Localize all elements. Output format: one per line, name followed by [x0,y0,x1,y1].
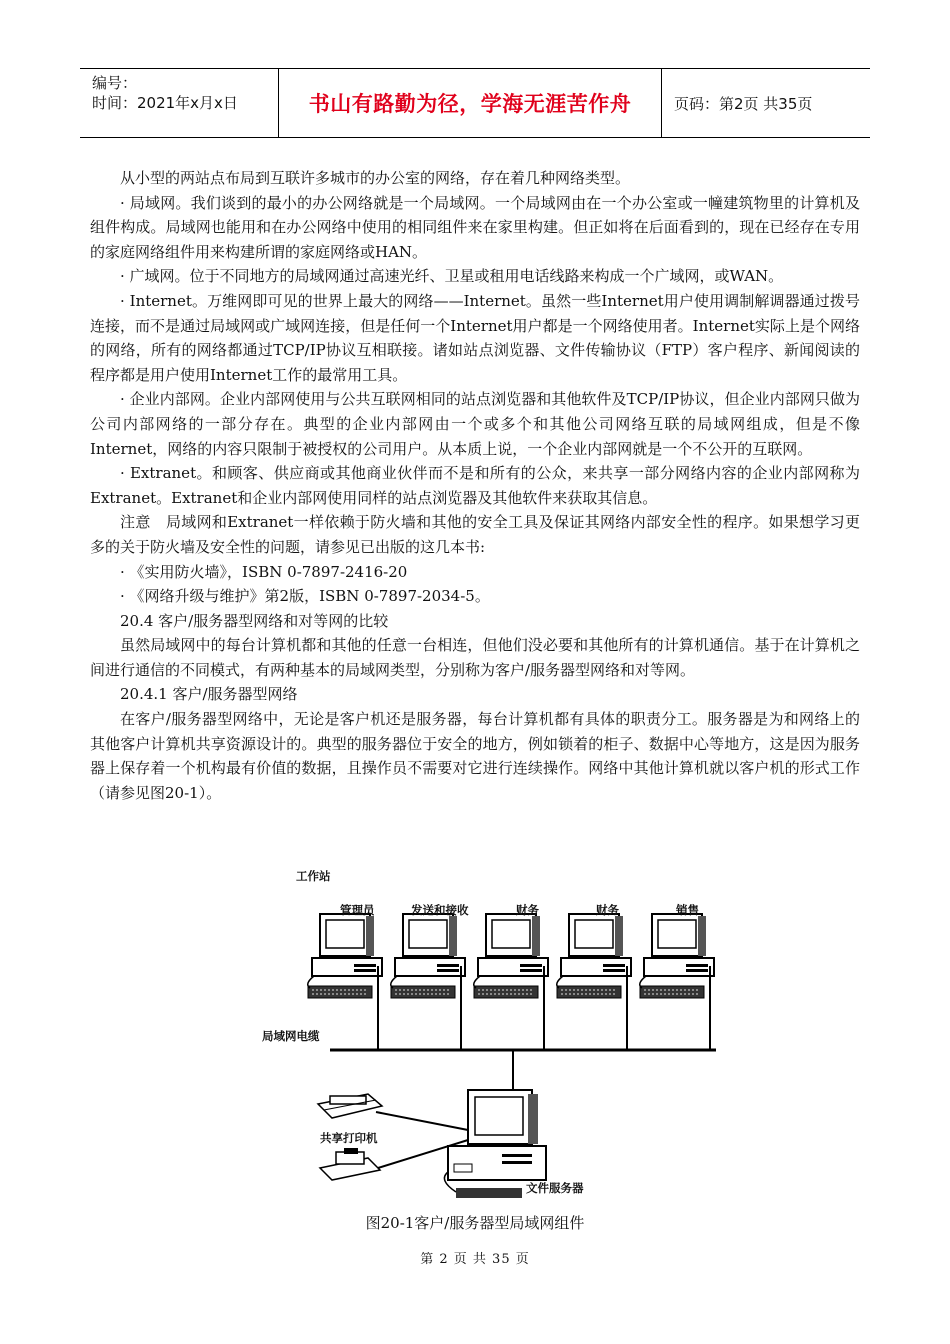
network-diagram [258,868,728,1208]
workstation-1 [308,914,382,998]
date-label: 时间：2021年x月x日 [92,94,238,112]
header-page-label: 页码：第2页 共35页 [674,94,813,113]
workstation-2 [391,914,465,998]
workstation-title: 工作站 [296,869,331,883]
paragraph: · Internet。万维网即可见的世界上最大的网络——Internet。虽然一些Internet用户使用调制解调器通过拨号连接，而不是通过局域网或广域网连接，但是任何一个Internet用户都是一个网络使用者。Internet实际上是个网络的网络，所有的网络都通过TCP/IP协议互相联接。诸如站点浏览器、文件传输协议（FTP）客户程序、新闻阅读的程序都是用户使用Internet工作的最常用工具。 [90,291,860,384]
figure-caption: 图20-1客户/服务器型局域网组件 [365,1214,585,1232]
paragraph: 在客户/服务器型网络中，无论是客户机还是服务器，每台计算机都有具体的职责分工。服务器是为和网络上的其他客户计算机共享资源设计的。典型的服务器位于安全的地方，例如锁着的柜子、数据中心等地方，这是因为服务器上保存着一个机构最有价值的数据，且操作员不需要对它进行连续操作。网络中其他计算机就以客户机的形式工作（请参见图20-1）。 [90,710,860,802]
station-label-3: 财务 [516,903,539,917]
header-info [80,69,278,137]
station-label-4: 财务 [596,903,619,917]
shared-printer-1 [318,1094,382,1118]
section-heading: 20.4 客户/服务器型网络和对等网的比较 [120,611,389,630]
paragraph: 从小型的两站点布局到互联许多城市的办公室的网络，存在着几种网络类型。 [120,169,631,187]
workstation-5 [640,914,714,998]
station-label-5: 销售 [676,903,699,917]
book-item: · 《实用防火墙》，ISBN 0-7897-2416-20 [120,562,408,581]
note-paragraph: 注意 局域网和Extranet一样依赖于防火墙和其他的安全工具及保证其网络内部安全性的程序。如果想学习更多的关于防火墙及安全性的问题，请参见已出版的这几本书: [90,513,860,556]
paragraph: · Extranet。和顾客、供应商或其他商业伙伴而不是和所有的公众，来共享一部分网络内容的企业内部网称为Extranet。Extranet和企业内部网使用同样的站点浏览器及其他软件来获取其信息。 [90,464,860,507]
paragraph: · 企业内部网。企业内部网使用与公共互联网相同的站点浏览器和其他软件及TCP/IP协议，但企业内部网只做为公司内部网络的一部分存在。典型的企业内部网由一个或多个和其他公司网络互联的局域网组成，但是不像Internet，网络的内容只限制于被授权的公司用户。从本质上说，一个企业内部网就是一个不公开的互联网。 [90,390,860,458]
server-label: 文件服务器 [526,1181,584,1195]
paragraph: 虽然局域网中的每台计算机都和其他的任意一台相连，但他们没必要和其他所有的计算机通信。基于在计算机之间进行通信的不同模式，有两种基本的局域网类型，分别称为客户/服务器型网络和对等网。 [90,636,860,679]
page-footer: 第 2 页 共 35 页 [420,1252,530,1267]
station-label-2: 发送和接收 [411,903,469,917]
shared-printer-2 [320,1148,380,1180]
document-body [90,166,860,805]
subsection-heading: 20.4.1 客户/服务器型网络 [120,685,298,704]
page-header [80,68,870,138]
station-label-1: 管理员 [340,903,375,917]
workstation-4 [557,914,631,998]
paragraph: · 局域网。我们谈到的最小的办公网络就是一个局域网。一个局域网由在一个办公室或一幢建筑物里的计算机及组件构成。局域网也能用和在办公网络中使用的相同组件来在家里构建。但正如将在后面看到的，现在已经存在专用的家庭网络组件用来构建所谓的家庭网络或HAN。 [90,193,860,261]
number-label: 编号： [92,74,138,92]
workstation-3 [474,914,548,998]
lan-cable-label: 局域网电缆 [262,1029,320,1043]
network-diagram-svg [258,868,728,1208]
paragraph: · 广域网。位于不同地方的局域网通过高速光纤、卫星或租用电话线路来构成一个广域网，或WAN。 [120,267,784,286]
printer-label: 共享打印机 [320,1131,378,1145]
header-motto: 书山有路勤为径，学海无涯苦作舟 [278,69,662,137]
book-item: · 《网络升级与维护》第2版，ISBN 0-7897-2034-5。 [120,587,490,606]
